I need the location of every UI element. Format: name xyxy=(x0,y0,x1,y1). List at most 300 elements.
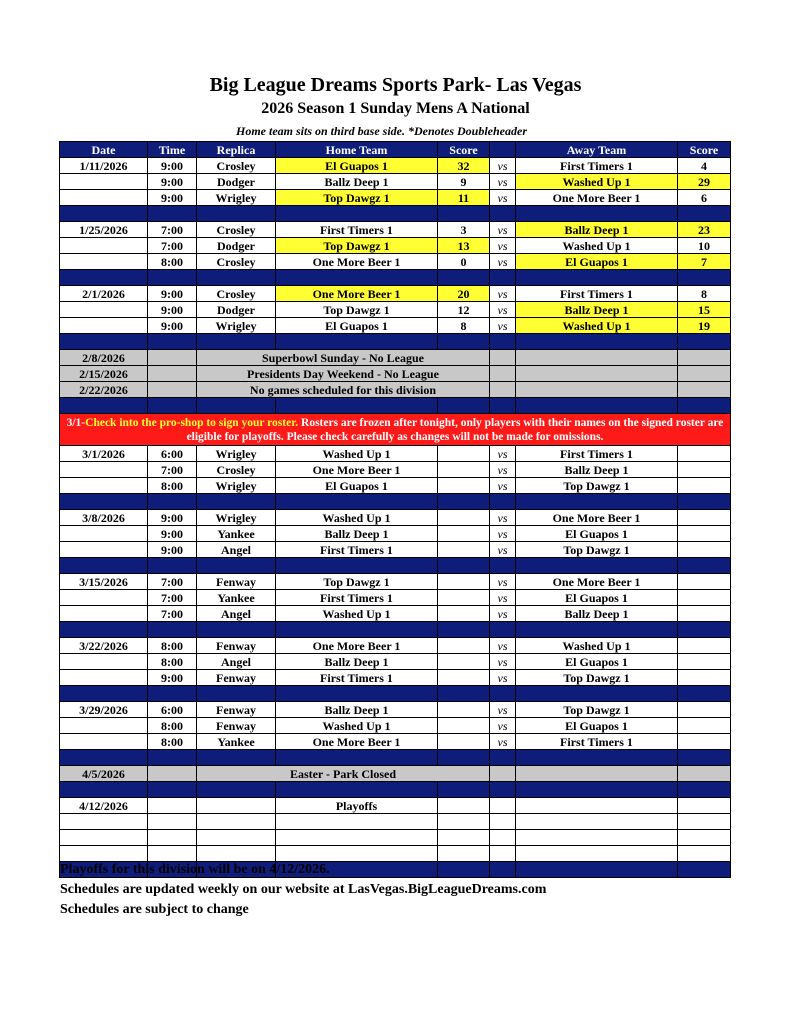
away-score-cell xyxy=(678,478,731,494)
separator-cell xyxy=(276,206,438,222)
separator-cell xyxy=(678,270,731,286)
separator-cell xyxy=(516,270,678,286)
separator-cell xyxy=(516,206,678,222)
date-cell xyxy=(60,606,148,622)
date-cell: 4/12/2026 xyxy=(60,798,148,814)
away-team-cell xyxy=(516,766,678,782)
footer-playoffs-note: Playoffs for this division will be on 4/12/2026. xyxy=(60,862,330,877)
date-cell xyxy=(60,526,148,542)
separator-cell xyxy=(148,206,197,222)
separator-cell xyxy=(516,750,678,766)
field-cell: Yankee xyxy=(197,526,276,542)
game-row xyxy=(60,318,731,334)
away-score-cell: 10 xyxy=(678,238,731,254)
no-games-row xyxy=(60,350,731,366)
time-cell: 9:00 xyxy=(148,526,197,542)
away-score-cell: 19 xyxy=(678,318,731,334)
game-row xyxy=(60,174,731,190)
home-score-cell xyxy=(438,478,490,494)
field-cell: Angel xyxy=(197,654,276,670)
announcement-highlight: Check into the pro-shop to sign your roster. xyxy=(85,416,299,429)
away-team-cell xyxy=(516,814,678,830)
separator-row xyxy=(60,334,731,350)
separator-row xyxy=(60,558,731,574)
game-row xyxy=(60,222,731,238)
away-score-cell: 29 xyxy=(678,174,731,190)
separator-cell xyxy=(148,782,197,798)
away-score-cell: 8 xyxy=(678,286,731,302)
separator-cell xyxy=(148,622,197,638)
vs-cell xyxy=(490,798,516,814)
home-team-cell: First Timers 1 xyxy=(276,222,438,238)
separator-row xyxy=(60,398,731,414)
time-cell: 8:00 xyxy=(148,734,197,750)
col-header-away-score: Score xyxy=(678,142,731,158)
separator-cell xyxy=(516,494,678,510)
separator-cell xyxy=(490,686,516,702)
vs-cell xyxy=(490,382,516,398)
away-score-cell xyxy=(678,446,731,462)
home-team-cell: Washed Up 1 xyxy=(276,718,438,734)
vs-cell: vs xyxy=(490,174,516,190)
field-cell: Yankee xyxy=(197,734,276,750)
time-cell xyxy=(148,846,197,862)
date-cell xyxy=(60,238,148,254)
vs-cell xyxy=(490,814,516,830)
away-team-cell: Ballz Deep 1 xyxy=(516,222,678,238)
time-cell: 9:00 xyxy=(148,542,197,558)
date-cell xyxy=(60,478,148,494)
separator-cell xyxy=(678,398,731,414)
separator-cell xyxy=(60,558,148,574)
time-cell: 6:00 xyxy=(148,446,197,462)
field-cell: Fenway xyxy=(197,718,276,734)
vs-cell: vs xyxy=(490,222,516,238)
date-cell xyxy=(60,718,148,734)
away-score-cell: 15 xyxy=(678,302,731,318)
separator-cell xyxy=(276,686,438,702)
home-score-cell: 11 xyxy=(438,190,490,206)
separator-cell xyxy=(438,686,490,702)
home-score-cell xyxy=(438,702,490,718)
home-team-cell: One More Beer 1 xyxy=(276,638,438,654)
vs-cell xyxy=(490,846,516,862)
separator-cell xyxy=(438,494,490,510)
home-score-cell: 8 xyxy=(438,318,490,334)
game-row xyxy=(60,670,731,686)
away-team-cell: First Timers 1 xyxy=(516,286,678,302)
field-cell: Fenway xyxy=(197,702,276,718)
separator-cell xyxy=(60,750,148,766)
separator-cell xyxy=(60,622,148,638)
separator-cell xyxy=(197,206,276,222)
separator-row xyxy=(60,686,731,702)
separator-row xyxy=(60,494,731,510)
game-row xyxy=(60,606,731,622)
game-row xyxy=(60,446,731,462)
separator-cell xyxy=(490,862,516,878)
separator-cell xyxy=(60,270,148,286)
game-row xyxy=(60,702,731,718)
no-games-message: Easter - Park Closed xyxy=(197,766,490,782)
separator-cell xyxy=(60,334,148,350)
separator-cell xyxy=(678,494,731,510)
separator-cell xyxy=(197,398,276,414)
date-cell xyxy=(60,734,148,750)
away-team-cell: Top Dawgz 1 xyxy=(516,478,678,494)
date-cell: 3/1/2026 xyxy=(60,446,148,462)
time-cell: 7:00 xyxy=(148,590,197,606)
separator-cell xyxy=(516,398,678,414)
away-score-cell xyxy=(678,830,731,846)
col-header-away-team: Away Team xyxy=(516,142,678,158)
date-cell xyxy=(60,254,148,270)
away-team-cell xyxy=(516,830,678,846)
separator-cell xyxy=(438,782,490,798)
col-header-home-score: Score xyxy=(438,142,490,158)
away-team-cell xyxy=(516,350,678,366)
page-subtitle: 2026 Season 1 Sunday Mens A National xyxy=(261,100,530,117)
separator-cell xyxy=(197,750,276,766)
schedule-table xyxy=(59,141,731,878)
vs-cell: vs xyxy=(490,542,516,558)
home-team-cell: One More Beer 1 xyxy=(276,254,438,270)
separator-cell xyxy=(148,686,197,702)
time-cell: 8:00 xyxy=(148,718,197,734)
separator-cell xyxy=(678,750,731,766)
field-cell: Fenway xyxy=(197,638,276,654)
separator-cell xyxy=(148,398,197,414)
separator-cell xyxy=(276,558,438,574)
separator-cell xyxy=(60,494,148,510)
time-cell: 7:00 xyxy=(148,574,197,590)
home-team-cell: Ballz Deep 1 xyxy=(276,702,438,718)
home-score-cell xyxy=(438,670,490,686)
field-cell: Crosley xyxy=(197,222,276,238)
game-row xyxy=(60,718,731,734)
game-row xyxy=(60,734,731,750)
home-score-cell: 0 xyxy=(438,254,490,270)
home-score-cell: 3 xyxy=(438,222,490,238)
time-cell: 9:00 xyxy=(148,158,197,174)
home-team-cell: Ballz Deep 1 xyxy=(276,654,438,670)
game-row xyxy=(60,590,731,606)
date-cell: 2/1/2026 xyxy=(60,286,148,302)
date-cell xyxy=(60,462,148,478)
field-cell: Wrigley xyxy=(197,510,276,526)
game-row xyxy=(60,158,731,174)
vs-cell: vs xyxy=(490,446,516,462)
game-row xyxy=(60,526,731,542)
field-cell: Wrigley xyxy=(197,190,276,206)
away-score-cell xyxy=(678,510,731,526)
separator-cell xyxy=(490,206,516,222)
home-score-cell xyxy=(438,542,490,558)
roster-announcement xyxy=(60,414,731,446)
away-team-cell: El Guapos 1 xyxy=(516,718,678,734)
time-cell: 9:00 xyxy=(148,318,197,334)
home-score-cell xyxy=(438,830,490,846)
separator-cell xyxy=(678,782,731,798)
away-team-cell xyxy=(516,846,678,862)
away-score-cell xyxy=(678,526,731,542)
home-team-cell: El Guapos 1 xyxy=(276,318,438,334)
date-cell: 1/25/2026 xyxy=(60,222,148,238)
time-cell xyxy=(148,350,197,366)
separator-cell xyxy=(197,782,276,798)
separator-cell xyxy=(490,558,516,574)
home-team-cell: Playoffs xyxy=(276,798,438,814)
away-team-cell: First Timers 1 xyxy=(516,734,678,750)
vs-cell: vs xyxy=(490,478,516,494)
separator-cell xyxy=(490,334,516,350)
field-cell: Dodger xyxy=(197,174,276,190)
away-team-cell: El Guapos 1 xyxy=(516,526,678,542)
game-row xyxy=(60,302,731,318)
separator-cell xyxy=(438,398,490,414)
away-score-cell xyxy=(678,702,731,718)
home-team-cell: Top Dawgz 1 xyxy=(276,302,438,318)
away-score-cell xyxy=(678,350,731,366)
time-cell xyxy=(148,798,197,814)
time-cell: 7:00 xyxy=(148,238,197,254)
col-header-home-team: Home Team xyxy=(276,142,438,158)
away-team-cell: Top Dawgz 1 xyxy=(516,670,678,686)
game-row xyxy=(60,654,731,670)
playoff-row xyxy=(60,846,731,862)
separator-cell xyxy=(276,782,438,798)
home-score-cell: 13 xyxy=(438,238,490,254)
vs-cell: vs xyxy=(490,286,516,302)
date-cell xyxy=(60,174,148,190)
separator-row xyxy=(60,270,731,286)
away-score-cell xyxy=(678,606,731,622)
game-row xyxy=(60,542,731,558)
home-team-cell xyxy=(276,814,438,830)
no-games-row xyxy=(60,766,731,782)
announcement-text: Rosters are frozen after tonight, only players with their names on the signed roster are eligible for playoffs. Please check carefully as changes will not be made for omissions. xyxy=(186,416,724,443)
vs-cell: vs xyxy=(490,462,516,478)
home-team-cell: One More Beer 1 xyxy=(276,286,438,302)
field-cell xyxy=(197,830,276,846)
away-score-cell xyxy=(678,846,731,862)
home-score-cell xyxy=(438,638,490,654)
col-header-time: Time xyxy=(148,142,197,158)
footer-website-note: Schedules are updated weekly on our website at LasVegas.BigLeagueDreams.com xyxy=(60,882,547,897)
field-cell: Dodger xyxy=(197,238,276,254)
vs-cell: vs xyxy=(490,526,516,542)
away-score-cell: 6 xyxy=(678,190,731,206)
playoff-row xyxy=(60,798,731,814)
date-cell xyxy=(60,542,148,558)
vs-cell: vs xyxy=(490,606,516,622)
time-cell: 6:00 xyxy=(148,702,197,718)
vs-cell: vs xyxy=(490,734,516,750)
field-cell xyxy=(197,846,276,862)
vs-cell xyxy=(490,830,516,846)
away-score-cell xyxy=(678,462,731,478)
separator-cell xyxy=(490,622,516,638)
home-team-cell: One More Beer 1 xyxy=(276,734,438,750)
separator-cell xyxy=(678,862,731,878)
separator-cell xyxy=(678,334,731,350)
date-cell: 1/11/2026 xyxy=(60,158,148,174)
away-team-cell: El Guapos 1 xyxy=(516,254,678,270)
time-cell: 9:00 xyxy=(148,510,197,526)
time-cell xyxy=(148,382,197,398)
away-team-cell: Ballz Deep 1 xyxy=(516,606,678,622)
vs-cell: vs xyxy=(490,718,516,734)
separator-cell xyxy=(678,206,731,222)
table-header-row xyxy=(60,142,731,158)
away-score-cell xyxy=(678,814,731,830)
home-score-cell xyxy=(438,526,490,542)
schedule-note: Home team sits on third base side. *Denotes Doubleheader xyxy=(236,124,527,138)
home-team-cell: Washed Up 1 xyxy=(276,446,438,462)
vs-cell: vs xyxy=(490,190,516,206)
game-row xyxy=(60,462,731,478)
separator-cell xyxy=(490,494,516,510)
separator-cell xyxy=(276,334,438,350)
home-score-cell xyxy=(438,446,490,462)
separator-cell xyxy=(197,686,276,702)
date-cell xyxy=(60,670,148,686)
field-cell: Angel xyxy=(197,542,276,558)
field-cell: Angel xyxy=(197,606,276,622)
separator-cell xyxy=(490,782,516,798)
date-cell xyxy=(60,830,148,846)
date-cell xyxy=(60,318,148,334)
time-cell xyxy=(148,814,197,830)
vs-cell: vs xyxy=(490,238,516,254)
home-score-cell xyxy=(438,462,490,478)
date-cell xyxy=(60,814,148,830)
separator-cell xyxy=(438,270,490,286)
separator-row xyxy=(60,206,731,222)
vs-cell: vs xyxy=(490,638,516,654)
separator-cell xyxy=(438,206,490,222)
separator-cell xyxy=(148,558,197,574)
separator-row xyxy=(60,622,731,638)
away-team-cell xyxy=(516,366,678,382)
home-score-cell: 20 xyxy=(438,286,490,302)
separator-cell xyxy=(60,398,148,414)
page-title: Big League Dreams Sports Park- Las Vegas xyxy=(209,74,582,96)
field-cell: Crosley xyxy=(197,286,276,302)
separator-cell xyxy=(197,622,276,638)
date-cell: 2/8/2026 xyxy=(60,350,148,366)
vs-cell: vs xyxy=(490,318,516,334)
away-team-cell: One More Beer 1 xyxy=(516,510,678,526)
home-team-cell: El Guapos 1 xyxy=(276,158,438,174)
home-score-cell xyxy=(438,846,490,862)
away-team-cell: Washed Up 1 xyxy=(516,638,678,654)
away-score-cell xyxy=(678,590,731,606)
home-team-cell: Washed Up 1 xyxy=(276,606,438,622)
home-score-cell xyxy=(438,606,490,622)
away-score-cell xyxy=(678,798,731,814)
away-team-cell: Top Dawgz 1 xyxy=(516,702,678,718)
game-row xyxy=(60,254,731,270)
vs-cell xyxy=(490,766,516,782)
home-score-cell: 32 xyxy=(438,158,490,174)
time-cell: 9:00 xyxy=(148,286,197,302)
home-team-cell: First Timers 1 xyxy=(276,590,438,606)
home-score-cell xyxy=(438,814,490,830)
date-cell: 3/29/2026 xyxy=(60,702,148,718)
announcement-date: 3/1- xyxy=(66,416,86,429)
home-team-cell: Ballz Deep 1 xyxy=(276,526,438,542)
separator-cell xyxy=(516,558,678,574)
date-cell: 3/8/2026 xyxy=(60,510,148,526)
col-header-replica: Replica xyxy=(197,142,276,158)
separator-cell xyxy=(60,206,148,222)
away-team-cell: Washed Up 1 xyxy=(516,174,678,190)
game-row xyxy=(60,638,731,654)
separator-cell xyxy=(516,622,678,638)
separator-cell xyxy=(516,686,678,702)
away-team-cell: First Timers 1 xyxy=(516,446,678,462)
date-cell: 4/5/2026 xyxy=(60,766,148,782)
away-score-cell xyxy=(678,654,731,670)
home-team-cell xyxy=(276,830,438,846)
away-score-cell: 23 xyxy=(678,222,731,238)
separator-cell xyxy=(197,270,276,286)
game-row xyxy=(60,286,731,302)
home-score-cell: 9 xyxy=(438,174,490,190)
field-cell: Wrigley xyxy=(197,478,276,494)
playoff-row xyxy=(60,814,731,830)
separator-cell xyxy=(148,334,197,350)
separator-cell xyxy=(678,558,731,574)
date-cell xyxy=(60,846,148,862)
time-cell: 8:00 xyxy=(148,654,197,670)
home-score-cell xyxy=(438,590,490,606)
game-row xyxy=(60,510,731,526)
no-games-message: Presidents Day Weekend - No League xyxy=(197,366,490,382)
date-cell xyxy=(60,190,148,206)
date-cell xyxy=(60,654,148,670)
vs-cell: vs xyxy=(490,590,516,606)
separator-cell xyxy=(60,686,148,702)
vs-cell: vs xyxy=(490,670,516,686)
no-games-row xyxy=(60,382,731,398)
field-cell: Wrigley xyxy=(197,318,276,334)
game-row xyxy=(60,574,731,590)
home-team-cell: One More Beer 1 xyxy=(276,462,438,478)
away-score-cell: 4 xyxy=(678,158,731,174)
vs-cell: vs xyxy=(490,574,516,590)
separator-cell xyxy=(197,558,276,574)
vs-cell: vs xyxy=(490,254,516,270)
home-score-cell xyxy=(438,734,490,750)
separator-cell xyxy=(490,750,516,766)
time-cell: 7:00 xyxy=(148,462,197,478)
field-cell: Dodger xyxy=(197,302,276,318)
vs-cell: vs xyxy=(490,158,516,174)
date-cell: 2/22/2026 xyxy=(60,382,148,398)
vs-cell: vs xyxy=(490,654,516,670)
separator-cell xyxy=(438,750,490,766)
game-row xyxy=(60,238,731,254)
no-games-row xyxy=(60,366,731,382)
separator-cell xyxy=(276,750,438,766)
away-team-cell: El Guapos 1 xyxy=(516,654,678,670)
home-score-cell: 12 xyxy=(438,302,490,318)
home-team-cell: El Guapos 1 xyxy=(276,478,438,494)
away-score-cell xyxy=(678,574,731,590)
home-team-cell: Top Dawgz 1 xyxy=(276,238,438,254)
